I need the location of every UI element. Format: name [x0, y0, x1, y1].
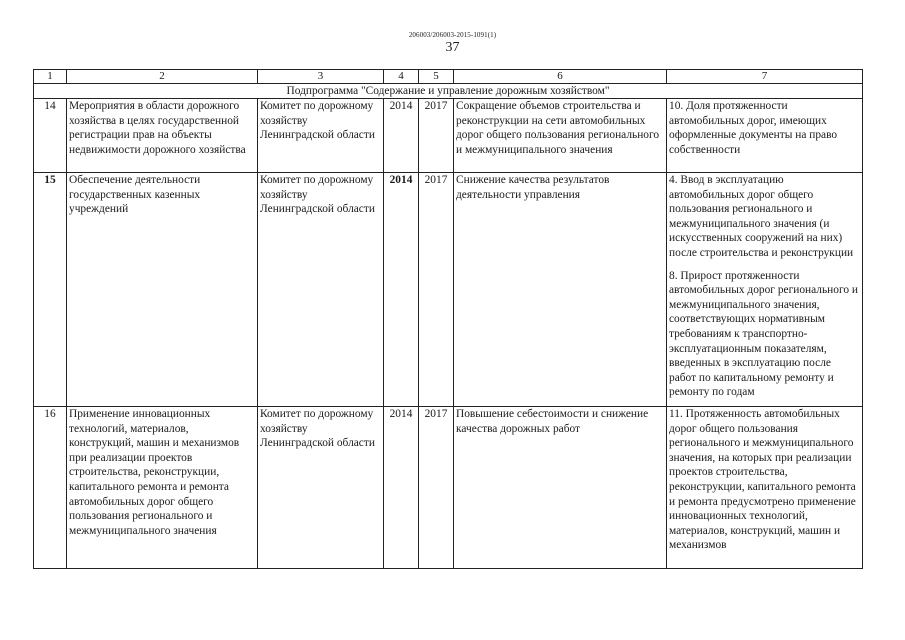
executor-cell: Комитет по дорожному хозяйству Ленинградской области — [258, 407, 384, 569]
column-header: 7 — [667, 70, 863, 84]
table-row — [34, 407, 863, 569]
activity-cell: Обеспечение деятельности государственных казенных учреждений — [67, 173, 258, 407]
year-start-cell: 2014 — [384, 173, 419, 407]
indicator-text: 10. Доля протяженности автомобильных дорог, имеющих оформленные документы на право собственности — [669, 100, 838, 156]
year-start-cell: 2014 — [384, 99, 419, 173]
page-number: 37 — [445, 40, 460, 55]
column-number-row — [34, 70, 863, 84]
indicators-cell — [667, 99, 863, 173]
column-header: 2 — [67, 70, 258, 84]
year-end-cell: 2017 — [419, 99, 454, 173]
consequences-cell: Снижение качества результатов деятельности управления — [454, 173, 667, 407]
subprogram-title: Подпрограмма "Содержание и управление дорожным хозяйством" — [34, 84, 863, 99]
activity-cell: Применение инновационных технологий, материалов, конструкций, машин и механизмов при реализации проектов строительства, реконструкции, капитального ремонта и ремонта автомобильных дорог общего пользования регионального и межмуниципального значения — [67, 407, 258, 569]
indicators-cell — [667, 173, 863, 407]
executor-cell: Комитет по дорожному хозяйству Ленинградской области — [258, 173, 384, 407]
table-row — [34, 99, 863, 173]
row-number: 14 — [34, 99, 67, 173]
activities-table — [33, 69, 863, 569]
indicator-text: 4. Ввод в эксплуатацию автомобильных дорог общего пользования регионального и межмуниципального значения (и искусственных сооружений на них) после строительства и реконструкции — [669, 174, 854, 259]
column-header: 5 — [419, 70, 454, 84]
indicator-text: 11. Протяженность автомобильных дорог общего пользования регионального и межмуниципального значения, на которых при реализации проектов строительства, реконструкции, капитального ремонта и ремонта предусмотрено применение инновационных технологий, материалов, конструкций, машин и механизмов — [669, 408, 856, 552]
column-header: 6 — [454, 70, 667, 84]
column-header: 1 — [34, 70, 67, 84]
column-header: 4 — [384, 70, 419, 84]
indicators-cell — [667, 407, 863, 569]
indicator-text: 8. Прирост протяженности автомобильных дорог регионального и межмуниципального значения, соответствующих нормативным требованиям к транспортно-эксплуатационным показателям, введенных в эксплуатацию после работ по капитальному ремонту и ремонту по годам — [669, 269, 858, 399]
year-end-cell: 2017 — [419, 407, 454, 569]
consequences-cell: Сокращение объемов строительства и реконструкции на сети автомобильных дорог общего пользования регионального и межмуниципального значения — [454, 99, 667, 173]
row-number: 16 — [34, 407, 67, 569]
document-id: 206003/206003-2015-1091(1) — [408, 31, 497, 39]
subprogram-row — [34, 84, 863, 99]
year-end-cell: 2017 — [419, 173, 454, 407]
year-start-cell: 2014 — [384, 407, 419, 569]
executor-cell: Комитет по дорожному хозяйству Ленинградской области — [258, 99, 384, 173]
activity-cell: Мероприятия в области дорожного хозяйства в целях государственной регистрации прав на объекты недвижимости дорожного хозяйства — [67, 99, 258, 173]
row-number: 15 — [34, 173, 67, 407]
table-row — [34, 173, 863, 407]
consequences-cell: Повышение себестоимости и снижение качества дорожных работ — [454, 407, 667, 569]
column-header: 3 — [258, 70, 384, 84]
